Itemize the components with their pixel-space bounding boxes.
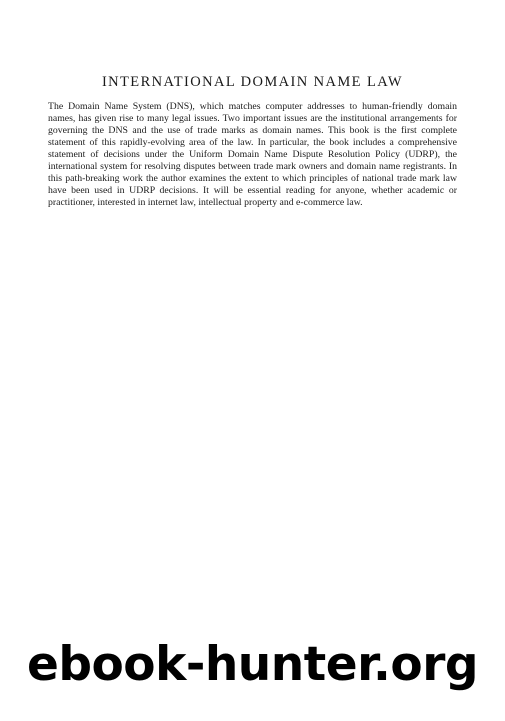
book-title: INTERNATIONAL DOMAIN NAME LAW: [101, 74, 404, 90]
watermark-text: ebook-hunter.org: [26, 637, 479, 692]
book-description: The Domain Name System (DNS), which matches computer addresses to human-friendly domain names, has given rise to many legal issues. Two important issues are the institutional arrangements for governing the DNS and the use of trade marks as domain names. This book is the first complete statement of this rapidly-evolving area of the law. In particular, the book includes a comprehensive statement of decisions under the Uniform Domain Name Dispute Resolution Policy (UDRP), the international system for resolving disputes between trade mark owners and domain name registrants. In this path-breaking work the author examines the extent to which principles of national trade mark law have been used in UDRP decisions. It will be essential reading for anyone, whether academic or practitioner, interested in internet law, intellectual property and e-commerce law.: [48, 101, 457, 209]
